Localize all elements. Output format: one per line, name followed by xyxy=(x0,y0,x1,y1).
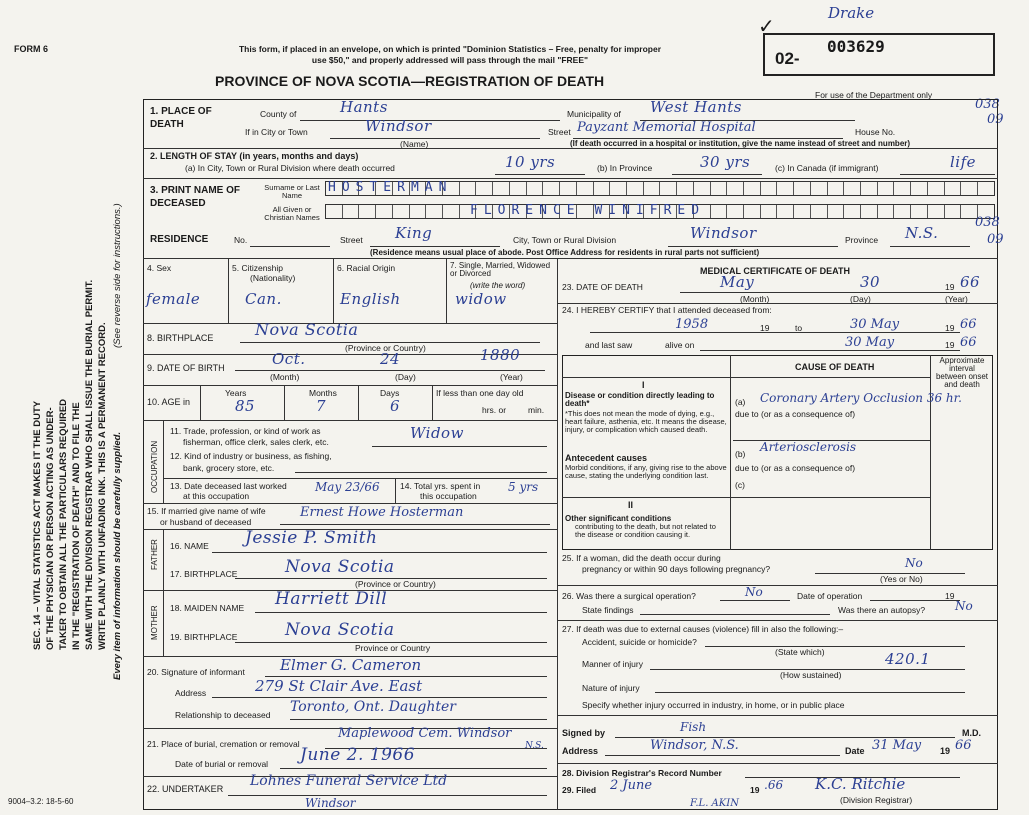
mother-name-value: Harriett Dill xyxy=(275,589,388,609)
dept-code-2a: 038 xyxy=(975,215,1000,230)
dob-label: 9. DATE OF BIRTH xyxy=(147,363,225,373)
name-caption: (Name) xyxy=(400,139,429,149)
antecedent-label: Antecedent causes xyxy=(565,453,648,463)
q23-label: 23. DATE OF DEATH xyxy=(562,282,643,292)
cause-a-label: (a) xyxy=(735,397,746,407)
side-line-4: IN THE "REGISTRATION OF DEATH" AND TO FILE THE xyxy=(71,402,82,650)
physician-addr-label: Address xyxy=(562,746,599,756)
father-name-label: 16. NAME xyxy=(170,541,209,551)
mother-side-label: MOTHER xyxy=(150,605,159,640)
q11-value: Widow xyxy=(410,424,464,442)
registrar-initials: F.L. AKIN xyxy=(690,798,739,809)
stay-c-value: life xyxy=(950,153,977,171)
state-findings-label: State findings xyxy=(582,605,634,615)
q13-value: May 23/66 xyxy=(315,480,380,494)
death-month-sub: (Month) xyxy=(740,294,770,304)
given-value: FLORENCE WINIFRED xyxy=(470,203,706,218)
municipality-value: West Hants xyxy=(650,98,742,116)
informant-addr-label: Address xyxy=(175,688,207,698)
father-side-label: FATHER xyxy=(150,539,159,570)
stay-b-value: 30 yrs xyxy=(700,153,751,171)
q14b-label: this occupation xyxy=(420,491,477,501)
citizenship-sub: (Nationality) xyxy=(250,273,296,283)
md-label: M.D. xyxy=(962,728,981,738)
q14-label: 14. Total yrs. spent in xyxy=(400,481,481,491)
county-value: Hants xyxy=(340,98,388,116)
annotation-top: Drake xyxy=(828,4,875,22)
side-line-8: (See reverse side for instructions.) xyxy=(112,203,123,348)
q11-label: 11. Trade, profession, or kind of work as xyxy=(170,426,321,436)
stay-c-label: (c) In Canada (if immigrant) xyxy=(775,163,879,173)
mother-name-label: 18. MAIDEN NAME xyxy=(170,603,245,613)
dept-code-2b: 09 xyxy=(987,232,1004,247)
q14-value: 5 yrs xyxy=(508,480,539,494)
autopsy-value: No xyxy=(955,599,973,613)
days-value: 6 xyxy=(390,397,401,415)
days-label: Days xyxy=(380,388,400,398)
residence-no-label: No. xyxy=(234,235,248,245)
page-title: PROVINCE OF NOVA SCOTIA—REGISTRATION OF DEATH xyxy=(215,73,605,89)
filed-19: 19 xyxy=(750,785,760,795)
months-value: 7 xyxy=(316,397,327,415)
occupation-side-label: OCCUPATION xyxy=(150,440,159,493)
citizenship-label: 5. Citizenship xyxy=(232,263,284,273)
roman-2: II xyxy=(628,500,634,510)
q27-label: 27. If death was due to external causes (violence) fill in also the following:– xyxy=(562,624,844,634)
city-value: Windsor xyxy=(365,117,432,135)
q24-label: 24. I HEREBY CERTIFY that I attended deceased from: xyxy=(562,305,772,315)
birthplace-sub: (Province or Country) xyxy=(345,343,426,353)
physician-date-label: Date xyxy=(845,746,865,756)
how-sustained-caption: (How sustained) xyxy=(780,670,842,680)
street-label: Street xyxy=(548,127,571,137)
attend-to-value: 30 May xyxy=(850,317,900,332)
q12b-label: bank, grocery store, etc. xyxy=(183,463,275,473)
q25b-label: pregnancy or within 90 days following pregnancy? xyxy=(582,564,771,574)
birthplace-label: 8. BIRTHPLACE xyxy=(147,333,214,343)
undertaker-value: Lohnes Funeral Service Ltd xyxy=(250,773,448,789)
other-label: Other significant conditions xyxy=(565,514,672,523)
spouse-value: Ernest Howe Hosterman xyxy=(300,505,464,520)
citizenship-value: Can. xyxy=(245,290,282,308)
county-label: County of xyxy=(260,109,297,119)
op-date-label: Date of operation xyxy=(797,591,863,601)
informant-sig-value: Elmer G. Cameron xyxy=(280,656,422,674)
dept-code-1b: 09 xyxy=(987,112,1004,127)
undertaker-value2: Windsor xyxy=(305,796,356,810)
racial-value: English xyxy=(340,290,401,308)
reg-number: 003629 xyxy=(827,37,885,56)
q13b-label: at this occupation xyxy=(183,491,250,501)
yes-no-caption: (Yes or No) xyxy=(880,574,923,584)
q25-label: 25. If a woman, did the death occur during xyxy=(562,553,721,563)
age-label: 10. AGE in xyxy=(147,397,191,407)
medical-title: MEDICAL CERTIFICATE OF DEATH xyxy=(700,266,850,276)
sex-label: 4. Sex xyxy=(147,263,172,273)
deceased-label: 3. PRINT NAME OF DECEASED xyxy=(150,185,241,209)
informant-rel-label: Relationship to deceased xyxy=(175,710,271,720)
header-notice-line1: This form, if placed in an envelope, on which is printed "Dominion Statistics – Free, penalty for improper xyxy=(238,44,662,54)
burial-date-value: June 2. 1966 xyxy=(300,745,416,765)
dept-use-label: For use of the Department only xyxy=(815,90,933,100)
undertaker-label: 22. UNDERTAKER xyxy=(147,784,224,794)
filed-year: .66 xyxy=(764,778,784,792)
cause-a-value: Coronary Artery Occlusion 36 hr. xyxy=(760,391,962,405)
marital-label: 7. Single, Married, Widowed or Divorced xyxy=(450,261,551,279)
mother-bp-value: Nova Scotia xyxy=(285,620,395,640)
cause-c-label: (c) xyxy=(735,480,745,490)
side-line-3: TAKER TO OBTAIN ALL THE PARTICULARS REQUIRED xyxy=(58,398,69,650)
stay-a-value: 10 yrs xyxy=(505,153,556,171)
hospital-note: (If death occurred in a hospital or institution, give the name instead of street and number) xyxy=(570,139,911,148)
roman-1: I xyxy=(642,380,645,390)
signed-by-value: Fish xyxy=(680,720,707,734)
autopsy-label: Was there an autopsy? xyxy=(838,605,926,615)
dob-year-value: 1880 xyxy=(480,346,521,364)
registration-number-box xyxy=(763,33,995,76)
filed-value: 2 June xyxy=(610,778,653,793)
residence-street-value: King xyxy=(395,224,433,242)
residence-city-value: Windsor xyxy=(690,224,757,242)
hrs-label: hrs. or xyxy=(482,405,507,415)
accident-label: Accident, suicide or homicide? xyxy=(582,637,697,647)
q29-label: 29. Filed xyxy=(562,785,597,795)
spouse-label1: 15. If married give name of wife xyxy=(147,506,266,516)
disease-block xyxy=(565,392,727,433)
q11b-label: fisherman, office clerk, sales clerk, etc. xyxy=(183,437,329,447)
dob-day-value: 24 xyxy=(380,350,401,368)
father-bp-label: 17. BIRTHPLACE xyxy=(170,569,238,579)
op-19: 19 xyxy=(945,591,955,601)
physician-date-value: 31 May xyxy=(872,738,922,753)
side-line-1: SEC. 14 – VITAL STATISTICS ACT MAKES IT THE DUTY xyxy=(32,400,43,650)
burial-place-suffix: N.S. xyxy=(525,741,544,751)
residence-province-value: N.S. xyxy=(905,224,939,242)
form-id: FORM 6 xyxy=(14,44,49,54)
header-notice-line2: use $50," and properly addressed will pass through the mail "FREE" xyxy=(311,54,589,65)
cause-title: CAUSE OF DEATH xyxy=(795,362,875,372)
informant-sig-label: 20. Signature of informant xyxy=(147,667,245,677)
stay-a-label: (a) In City, Town or Rural Division where death occurred xyxy=(185,163,395,173)
alive-on-label: alive on xyxy=(665,340,695,350)
residence-label: RESIDENCE xyxy=(150,234,209,245)
spouse-label2: or husband of deceased xyxy=(160,517,252,527)
surname-label: Surname or Last Name xyxy=(264,183,320,200)
residence-note: (Residence means usual place of abode. Post Office Address for residents in rural parts not sufficient) xyxy=(370,248,760,257)
dob-month-value: Oct. xyxy=(272,350,306,368)
attend-to-19: 19 xyxy=(945,323,955,333)
antecedent-note: Morbid conditions, if any, giving rise to the above cause, stating the underlying condition last. xyxy=(565,463,727,480)
residence-street-label: Street xyxy=(340,235,363,245)
physician-date-19: 19 xyxy=(940,746,951,756)
years-label: Years xyxy=(225,388,247,398)
approx-label: Approximate interval between onset and death xyxy=(935,356,989,389)
other-note: contributing to the death, but not related to the disease or condition causing it. xyxy=(575,522,716,539)
q28-label: 28. Division Registrar's Record Number xyxy=(562,768,722,778)
q25-value: No xyxy=(905,556,923,570)
place-of-death-label: 1. PLACE OF DEATH xyxy=(150,106,212,130)
disease-label: Disease or condition directly leading to death* xyxy=(565,391,715,409)
marital-sub: (write the word) xyxy=(470,281,526,290)
state-which-caption: (State which) xyxy=(775,647,825,657)
q12-label: 12. Kind of industry or business, as fishing, xyxy=(170,451,332,461)
physician-addr-value: Windsor, N.S. xyxy=(650,738,739,753)
attend-from-value: 1958 xyxy=(675,317,709,332)
last-saw-year: 66 xyxy=(960,335,977,350)
dob-day-sub: (Day) xyxy=(395,372,416,382)
q26-label: 26. Was there a surgical operation? xyxy=(562,591,696,601)
burial-date-label: Date of burial or removal xyxy=(175,759,269,769)
attend-to-label: to xyxy=(795,323,803,333)
father-bp-value: Nova Scotia xyxy=(285,557,395,577)
death-year-value: 66 xyxy=(960,273,981,291)
mother-bp-sub: Province or Country xyxy=(355,643,431,653)
stay-b-label: (b) In Province xyxy=(597,163,653,173)
stay-label: 2. LENGTH OF STAY (in years, months and days) xyxy=(150,151,359,161)
side-line-6: WRITE PLAINLY WITH UNFADING INK. THIS IS A PERMANENT RECORD. xyxy=(97,322,108,650)
house-label: House No. xyxy=(855,127,896,137)
attend-to-year: 66 xyxy=(960,317,977,332)
manner-value: 420.1 xyxy=(885,650,931,668)
dob-year-sub: (Year) xyxy=(500,372,523,382)
due-to-a: due to (or as a consequence of) xyxy=(735,409,856,419)
sex-value: female xyxy=(146,290,201,308)
dob-month-sub: (Month) xyxy=(270,372,300,382)
physician-date-year: 66 xyxy=(955,738,972,753)
manner-label: Manner of injury xyxy=(582,659,643,669)
footer-code: 9004–3.2: 18-5-60 xyxy=(8,797,74,806)
attend-19: 19 xyxy=(760,323,770,333)
death-year-sub: (Year) xyxy=(945,294,968,304)
father-name-value: Jessie P. Smith xyxy=(245,528,378,548)
residence-city-label: City, Town or Rural Division xyxy=(513,235,617,245)
lessday-label: If less than one day old xyxy=(436,388,524,398)
registrar-caption: (Division Registrar) xyxy=(840,795,913,805)
dept-code-1a: 038 xyxy=(975,97,1000,112)
street-value: Payzant Memorial Hospital xyxy=(577,120,756,135)
side-line-5: SAME WITH THE DIVISION REGISTRAR WHO SHALL ISSUE THE BURIAL PERMIT. xyxy=(84,279,95,650)
burial-place-label: 21. Place of burial, cremation or removal xyxy=(147,739,300,749)
municipality-label: Municipality of xyxy=(567,109,621,119)
side-line-7: Every item of information should be carefully supplied. xyxy=(112,431,123,680)
informant-addr-value: 279 St Clair Ave. East xyxy=(255,677,423,695)
header-notice xyxy=(190,44,710,65)
min-label: min. xyxy=(528,405,545,415)
informant-rel-value: Toronto, Ont. Daughter xyxy=(290,699,456,715)
cause-b-label: (b) xyxy=(735,449,746,459)
racial-label: 6. Racial Origin xyxy=(337,263,396,273)
q13-label: 13. Date deceased last worked xyxy=(170,481,287,491)
mother-bp-label: 19. BIRTHPLACE xyxy=(170,632,238,642)
marital-value: widow xyxy=(455,290,507,308)
registrar-signature: K.C. Ritchie xyxy=(815,775,906,793)
father-bp-sub: (Province or Country) xyxy=(355,579,436,589)
months-label: Months xyxy=(309,388,337,398)
given-label: All Given or Christian Names xyxy=(264,205,320,222)
death-month-value: May xyxy=(720,273,755,291)
nature-label: Nature of injury xyxy=(582,683,640,693)
death-day-sub: (Day) xyxy=(850,294,871,304)
due-to-b: due to (or as a consequence of) xyxy=(735,463,856,473)
checkmark-icon: ✓ xyxy=(758,16,775,38)
death-year-prefix: 19 xyxy=(945,282,955,292)
last-saw-19: 19 xyxy=(945,340,955,350)
last-saw-value: 30 May xyxy=(845,335,895,350)
specify-label: Specify whether injury occurred in industry, in home, or in public place xyxy=(582,700,845,710)
signed-by-label: Signed by xyxy=(562,728,606,738)
residence-province-label: Province xyxy=(845,235,879,245)
death-day-value: 30 xyxy=(860,273,881,291)
burial-place-value: Maplewood Cem. Windsor xyxy=(338,726,512,741)
q26-value: No xyxy=(745,585,763,599)
side-line-2: OF THE PHYSICIAN OR PERSON ACTING AS UNDER- xyxy=(45,407,56,650)
surname-value: HOSTERMAN xyxy=(328,180,453,195)
city-label: If in City or Town xyxy=(245,127,308,137)
birthplace-value: Nova Scotia xyxy=(255,320,359,339)
last-saw-label: and last saw xyxy=(585,340,633,350)
disease-note: *This does not mean the mode of dying, e.g., heart failure, asthenia, etc. It means the disease, injury, or complication which caused death. xyxy=(565,408,727,434)
reg-prefix: 02- xyxy=(775,49,800,68)
years-value: 85 xyxy=(235,397,256,415)
cause-b-value: Arteriosclerosis xyxy=(760,440,857,454)
